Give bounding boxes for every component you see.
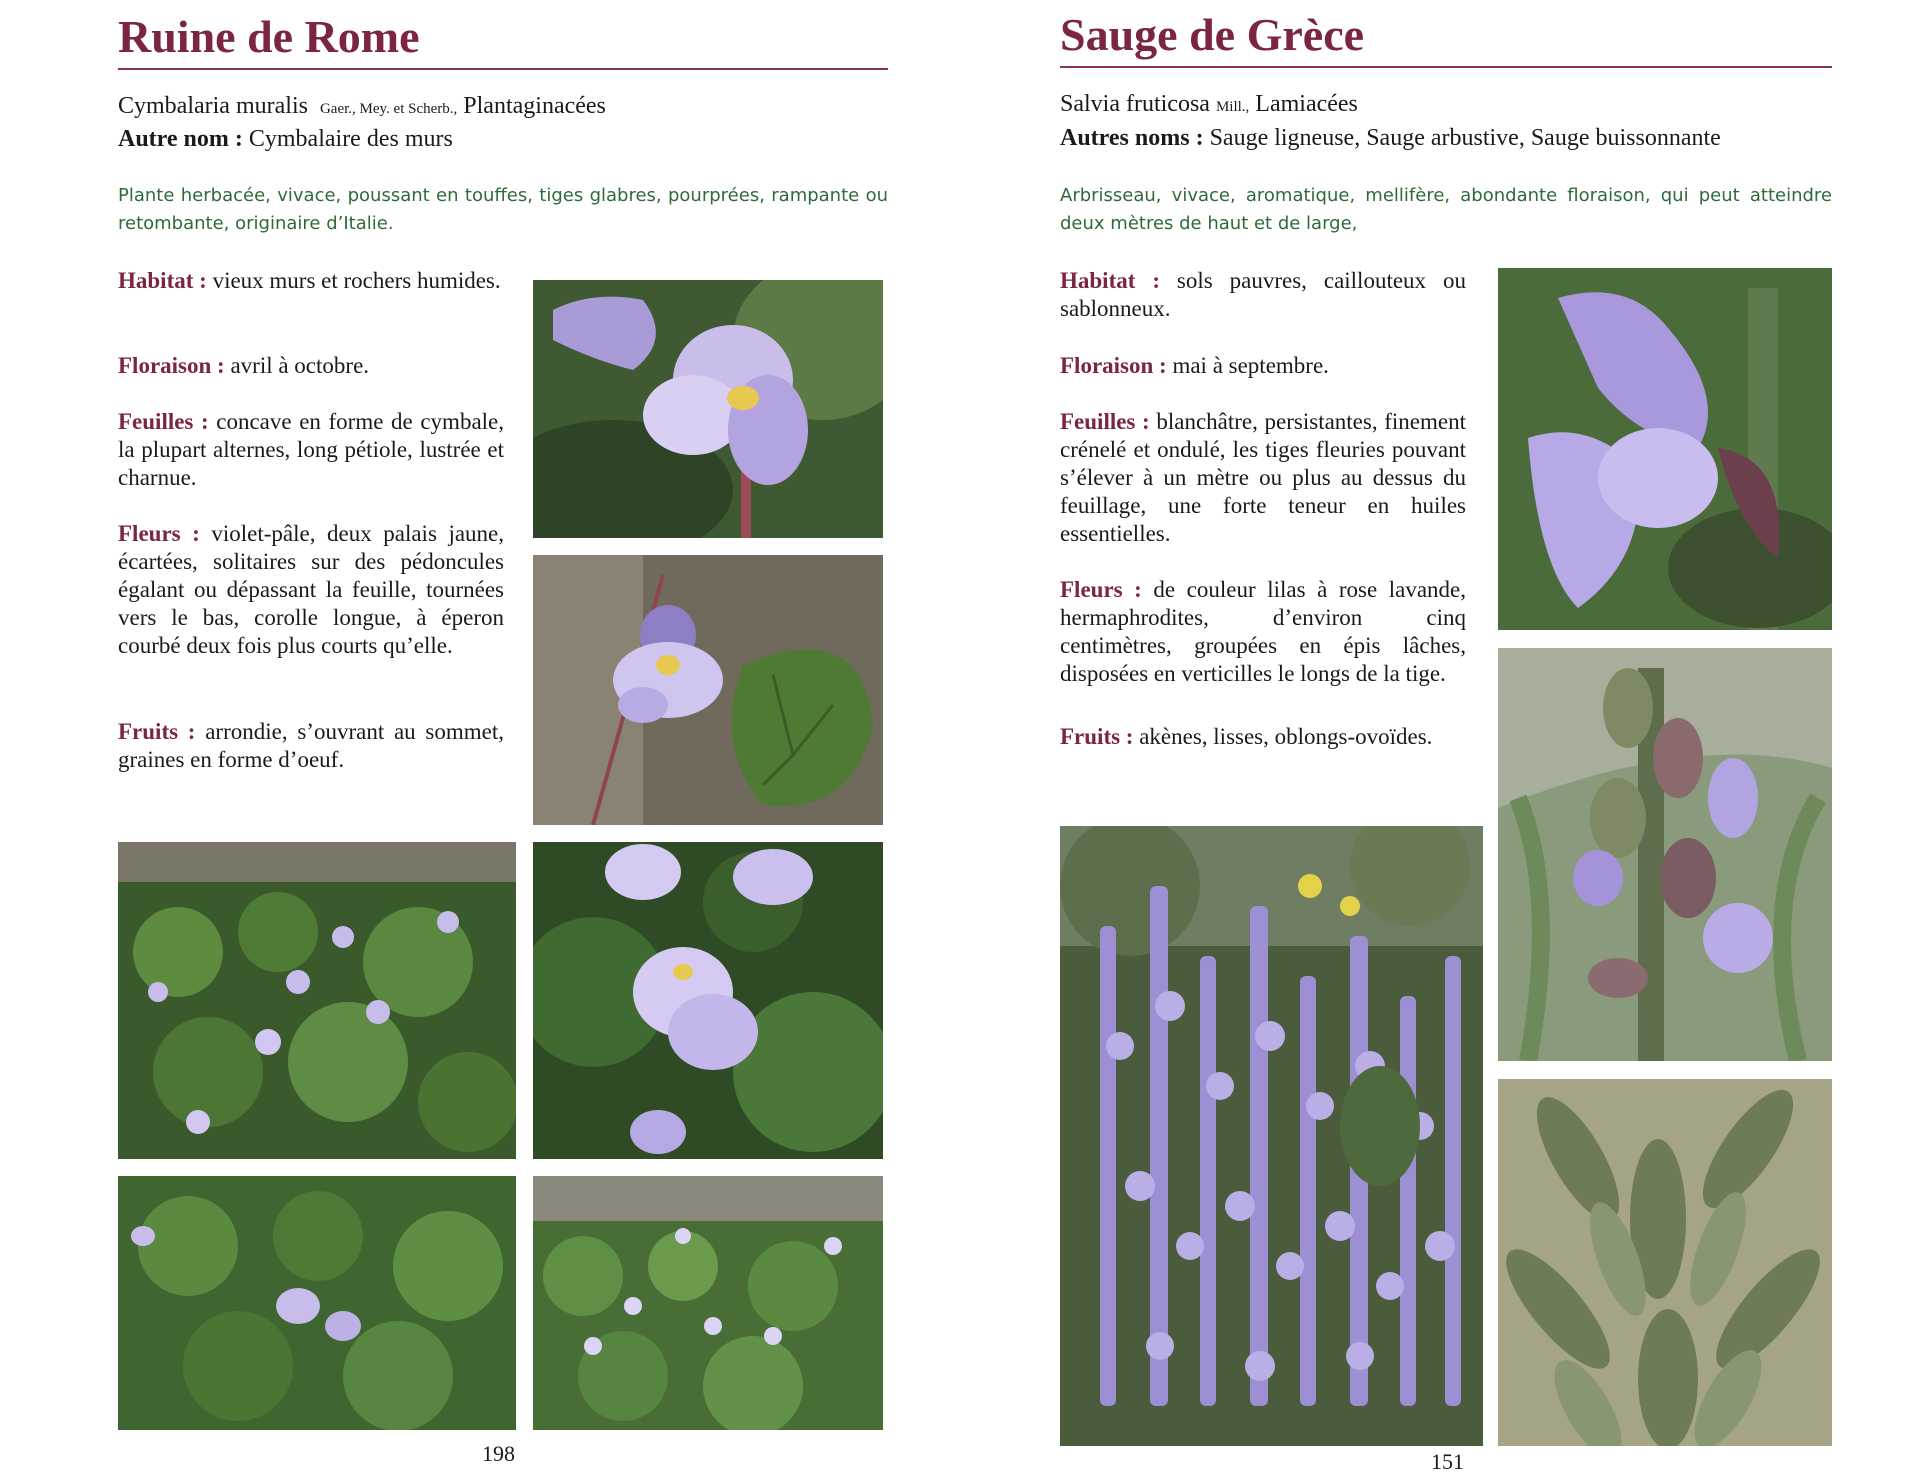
- section-text: concave en forme de cymbale, la plupart alternes, long pétiole, lustrée et charnue.: [118, 409, 505, 490]
- section-text: akènes, lisses, oblongs-ovoïdes.: [1139, 724, 1433, 749]
- section-text: blanchâtre, persistantes, finement crénelé et ondulé, les tiges fleuries pouvant s’élever à un mètre ou plus au dessus du feuillage, une forte teneur en huiles essentielles.: [1060, 409, 1466, 546]
- author: Gaer., Mey. et Scherb.,: [319, 101, 458, 117]
- photo-wall-cover: [533, 1176, 883, 1430]
- photo-sage-foliage: [1498, 1079, 1832, 1446]
- section-text: mai à septembre.: [1172, 353, 1329, 378]
- photo-flower-closeup: [533, 280, 883, 538]
- title-rule: [1060, 66, 1832, 68]
- page-title: Ruine de Rome: [118, 11, 420, 62]
- page-title: Sauge de Grèce: [1060, 9, 1365, 60]
- author: Mill.,: [1215, 99, 1250, 115]
- section-label: Feuilles :: [1060, 409, 1150, 434]
- section-text: sols pauvres, caillouteux ou sablonneux.: [1060, 268, 1466, 321]
- section-label: Fleurs :: [1060, 577, 1142, 602]
- section-text: de couleur lilas à rose lavande, hermaphrodites, d’environ cinq centimètres, groupées en épis lâches, disposées en verticilles le longs de la tige.: [1060, 577, 1466, 686]
- scientific-name: Salvia fruticosa: [1060, 91, 1210, 117]
- alt-name-line: [118, 123, 453, 155]
- section-label: Fruits :: [1060, 724, 1134, 749]
- section-label: Floraison :: [1060, 353, 1167, 378]
- section-label: Habitat :: [118, 268, 207, 293]
- section-label: Habitat :: [1060, 268, 1160, 293]
- section-text: avril à octobre.: [230, 353, 370, 378]
- right-page: [960, 0, 1920, 1478]
- photo-flower-leaf: [533, 555, 883, 825]
- section-feuilles: [118, 408, 504, 492]
- section-text: violet-pâle, deux palais jaune, écartées, solitaires sur des pédoncules égalant ou dépassant la feuille, tournées vers le bas, corolle longue, à éperon courbé deux fois plus courts qu’elle.: [118, 521, 504, 658]
- plant-description: Arbrisseau, vivace, aromatique, mellifère, abondante floraison, qui peut atteindre deux mètres de haut et de large,: [1060, 185, 1832, 234]
- section-habitat: [1060, 267, 1466, 323]
- section-floraison: [118, 352, 504, 380]
- section-fruits: [118, 718, 504, 774]
- photo-sage-flower-spike: [1498, 648, 1832, 1061]
- photo-wall-clump: [118, 842, 516, 1159]
- scientific-name: Cymbalaria muralis: [118, 93, 308, 119]
- family: Lamiacées: [1255, 91, 1358, 117]
- alt-name-value: Cymbalaire des murs: [248, 126, 453, 152]
- section-text: vieux murs et rochers humides.: [212, 268, 501, 293]
- section-feuilles: [1060, 408, 1466, 548]
- section-fleurs: [1060, 576, 1466, 688]
- section-text: arrondie, s’ouvrant au sommet, graines en forme d’oeuf.: [118, 719, 504, 772]
- section-label: Fruits :: [118, 719, 196, 744]
- section-label: Floraison :: [118, 353, 225, 378]
- section-label: Feuilles :: [118, 409, 209, 434]
- family: Plantaginacées: [463, 93, 606, 119]
- page-number: 198: [482, 1441, 515, 1466]
- scientific-name-line: [118, 90, 606, 122]
- section-fleurs: [118, 520, 504, 660]
- alt-name-label: Autre nom :: [118, 126, 243, 152]
- alt-name-label: Autres noms :: [1060, 125, 1204, 151]
- alt-name-value: Sauge ligneuse, Sauge arbustive, Sauge buissonnante: [1209, 125, 1721, 151]
- photo-flower-cluster: [533, 842, 883, 1159]
- plant-description: Plante herbacée, vivace, poussant en touffes, tiges glabres, pourprées, rampante ou retombante, originaire d’Italie.: [118, 185, 888, 234]
- section-floraison: [1060, 352, 1466, 380]
- title-rule: [118, 68, 888, 70]
- photo-sage-flower-closeup: [1498, 268, 1832, 630]
- section-fruits: [1060, 723, 1466, 751]
- photo-sage-shrub: [1060, 826, 1483, 1446]
- scientific-name-line: [1060, 88, 1358, 120]
- photo-ground-cover: [118, 1176, 516, 1430]
- section-habitat: [118, 267, 504, 295]
- page-number: 151: [1431, 1449, 1464, 1474]
- alt-name-line: [1060, 122, 1721, 154]
- section-label: Fleurs :: [118, 521, 200, 546]
